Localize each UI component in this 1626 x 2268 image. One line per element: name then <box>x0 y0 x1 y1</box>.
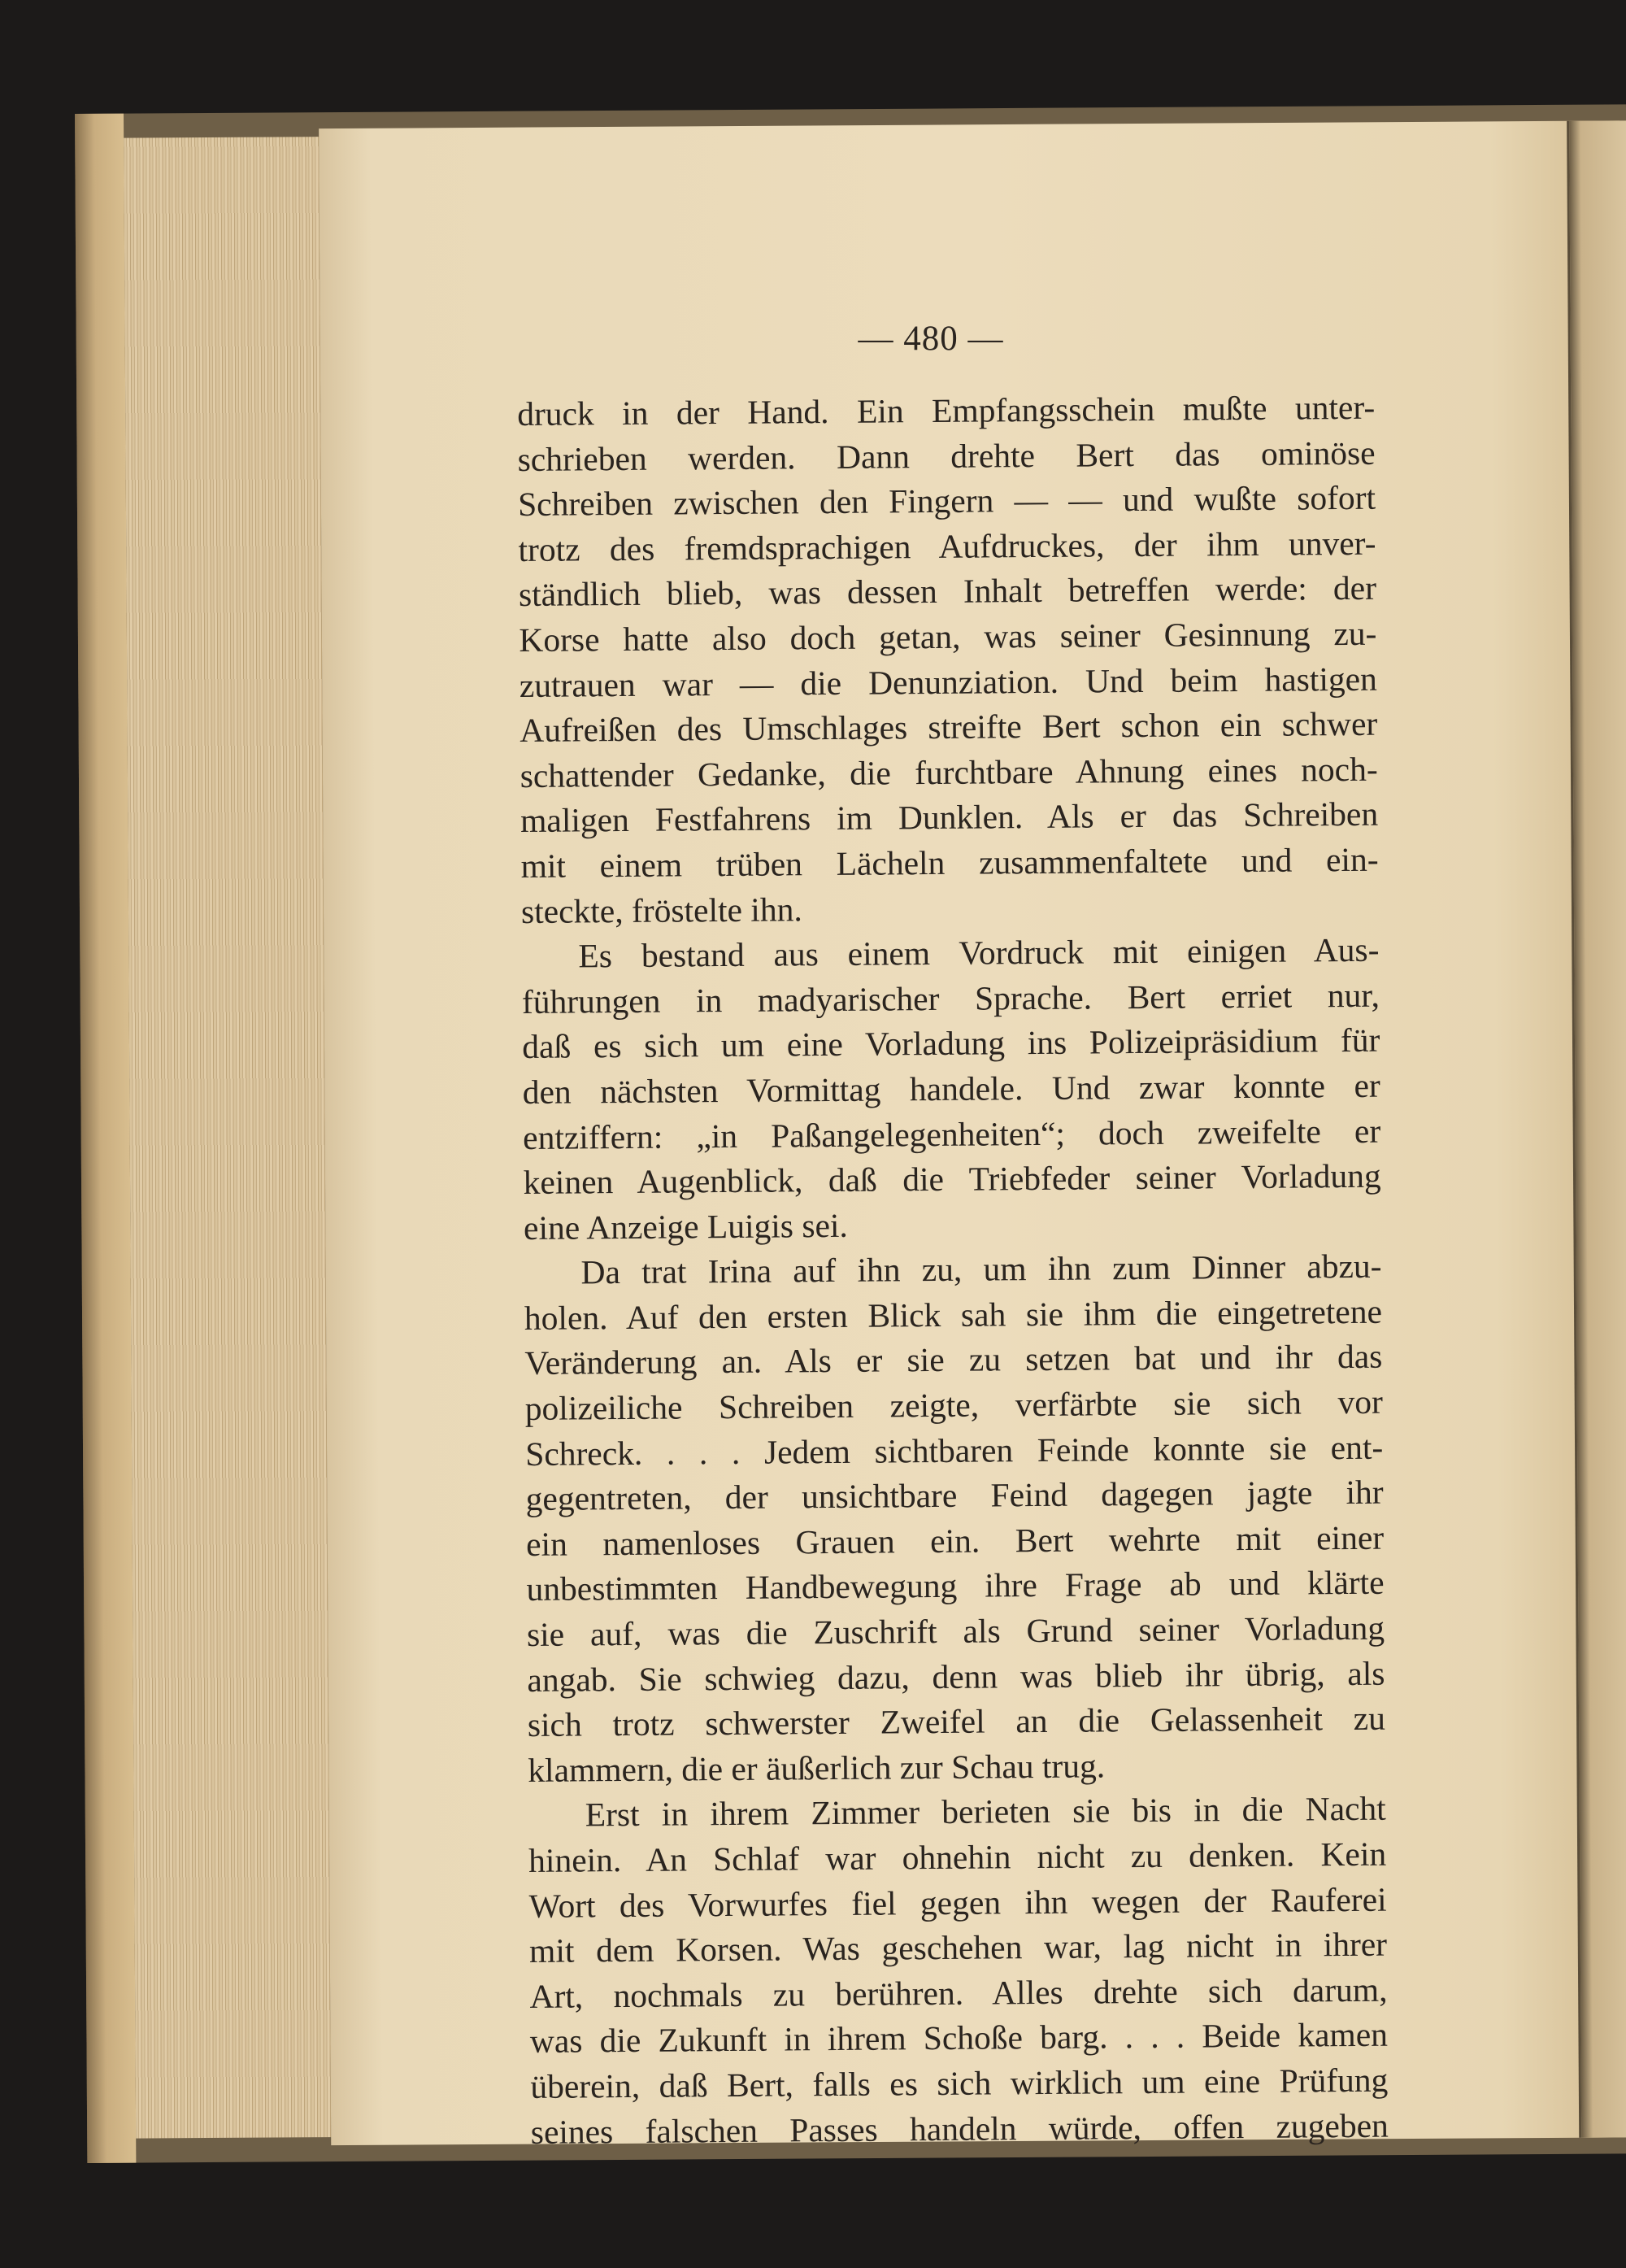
text-line: Veränderung an. Als er sie zu setzen bat und ihr das <box>524 1338 1383 1382</box>
text-line: daß es sich um eine Vorladung ins Polizeipräsidium für <box>522 1021 1380 1066</box>
text-line: steckte, fröstelte ihn. <box>520 890 802 930</box>
text-line: ein namenloses Grauen ein. Bert wehrte mit einer <box>525 1518 1385 1563</box>
page-stack-edge <box>124 137 331 2138</box>
text-line: was die Zukunft in ihrem Schoße barg. . . . Beide kamen <box>529 2016 1389 2061</box>
text-line: trotz des fremdsprachigen Aufdruckes, der ihm unver- <box>518 524 1376 568</box>
text-line: unbestimmten Handbewegung ihre Frage ab und klärte <box>526 1564 1385 1608</box>
text-line: Schreiben zwischen den Fingern — — und wußte sofort <box>517 478 1376 524</box>
text-line: holen. Auf den ersten Blick sah sie ihm die eingetretene <box>524 1292 1383 1337</box>
text-line: überein, daß Bert, falls es sich wirklich um eine Prüfung <box>530 2061 1389 2105</box>
text-line: seines falschen Passes handeln würde, offen zugeben <box>530 2106 1389 2151</box>
text-line: polizeiliche Schreiben zeigte, verfärbte sie sich vor <box>524 1382 1383 1428</box>
text-line: mit dem Korsen. Was geschehen war, lag nicht in ihrer <box>528 1925 1388 1970</box>
text-line: schrieben werden. Dann drehte Bert das ominöse <box>517 433 1376 478</box>
text-line: Da trat Irina auf ihn zu, um ihn zum Dinner abzu- <box>580 1247 1382 1291</box>
text-line: schattender Gedanke, die furchtbare Ahnung eines noch- <box>520 750 1378 794</box>
text-line: Es bestand aus einem Vordruck mit einigen Aus- <box>578 930 1380 975</box>
text-line: gegentreten, der unsichtbare Feind dagegen jagte ihr <box>525 1473 1384 1518</box>
body-text <box>517 385 1389 2155</box>
text-line: druck in der Hand. Ein Empfangsschein mußte unter- <box>517 388 1376 433</box>
text-line: Erst in ihrem Zimmer berieten sie bis in die Nacht <box>585 1790 1386 1834</box>
text-line: sich trotz schwerster Zweifel an die Gelassenheit zu <box>527 1699 1386 1744</box>
text-line: keinen Augenblick, daß die Triebfeder seiner Vorladung <box>523 1156 1381 1202</box>
text-line: zutrauen war — die Denunziation. Und beim hastigen <box>519 660 1377 704</box>
text-line: Wort des Vorwurfes fiel gegen ihn wegen der Rauferei <box>528 1880 1387 1925</box>
text-line: sie auf, was die Zuschrift als Grund seiner Vorladung <box>526 1608 1385 1653</box>
text-line: den nächsten Vormittag handele. Und zwar konnte er <box>522 1066 1380 1111</box>
text-line: ständlich blieb, was dessen Inhalt betreffen werde: der <box>518 569 1377 614</box>
text-line: Korse hatte also doch getan, was seiner Gesinnung zu- <box>519 614 1377 659</box>
text-line: entziffern: „in Paßangelegenheiten“; doch zweifelte er <box>523 1112 1381 1156</box>
page-number: — 480 — <box>858 320 1004 358</box>
text-line: klammern, die er äußerlich zur Schau trug. <box>528 1747 1106 1789</box>
text-line: hinein. An Schlaf war ohnehin nicht zu denken. Kein <box>528 1835 1387 1879</box>
text-line: Schreck. . . . Jedem sichtbaren Feinde konnte sie ent- <box>525 1428 1384 1473</box>
text-line: maligen Festfahrens im Dunklen. Als er das Schreiben <box>520 795 1379 840</box>
text-line: eine Anzeige Luigis sei. <box>523 1206 848 1247</box>
text-line: angab. Sie schwieg dazu, denn was blieb ihr übrig, als <box>527 1654 1385 1699</box>
text-line: Aufreißen des Umschlages streifte Bert schon ein schwer <box>520 704 1378 750</box>
text-line: mit einem trüben Lächeln zusammenfaltete und ein- <box>520 840 1379 885</box>
text-line: Art, nochmals zu berühren. Alles drehte sich darum, <box>529 1970 1388 2015</box>
text-line: führungen in madyarischer Sprache. Bert erriet nur, <box>521 976 1380 1021</box>
